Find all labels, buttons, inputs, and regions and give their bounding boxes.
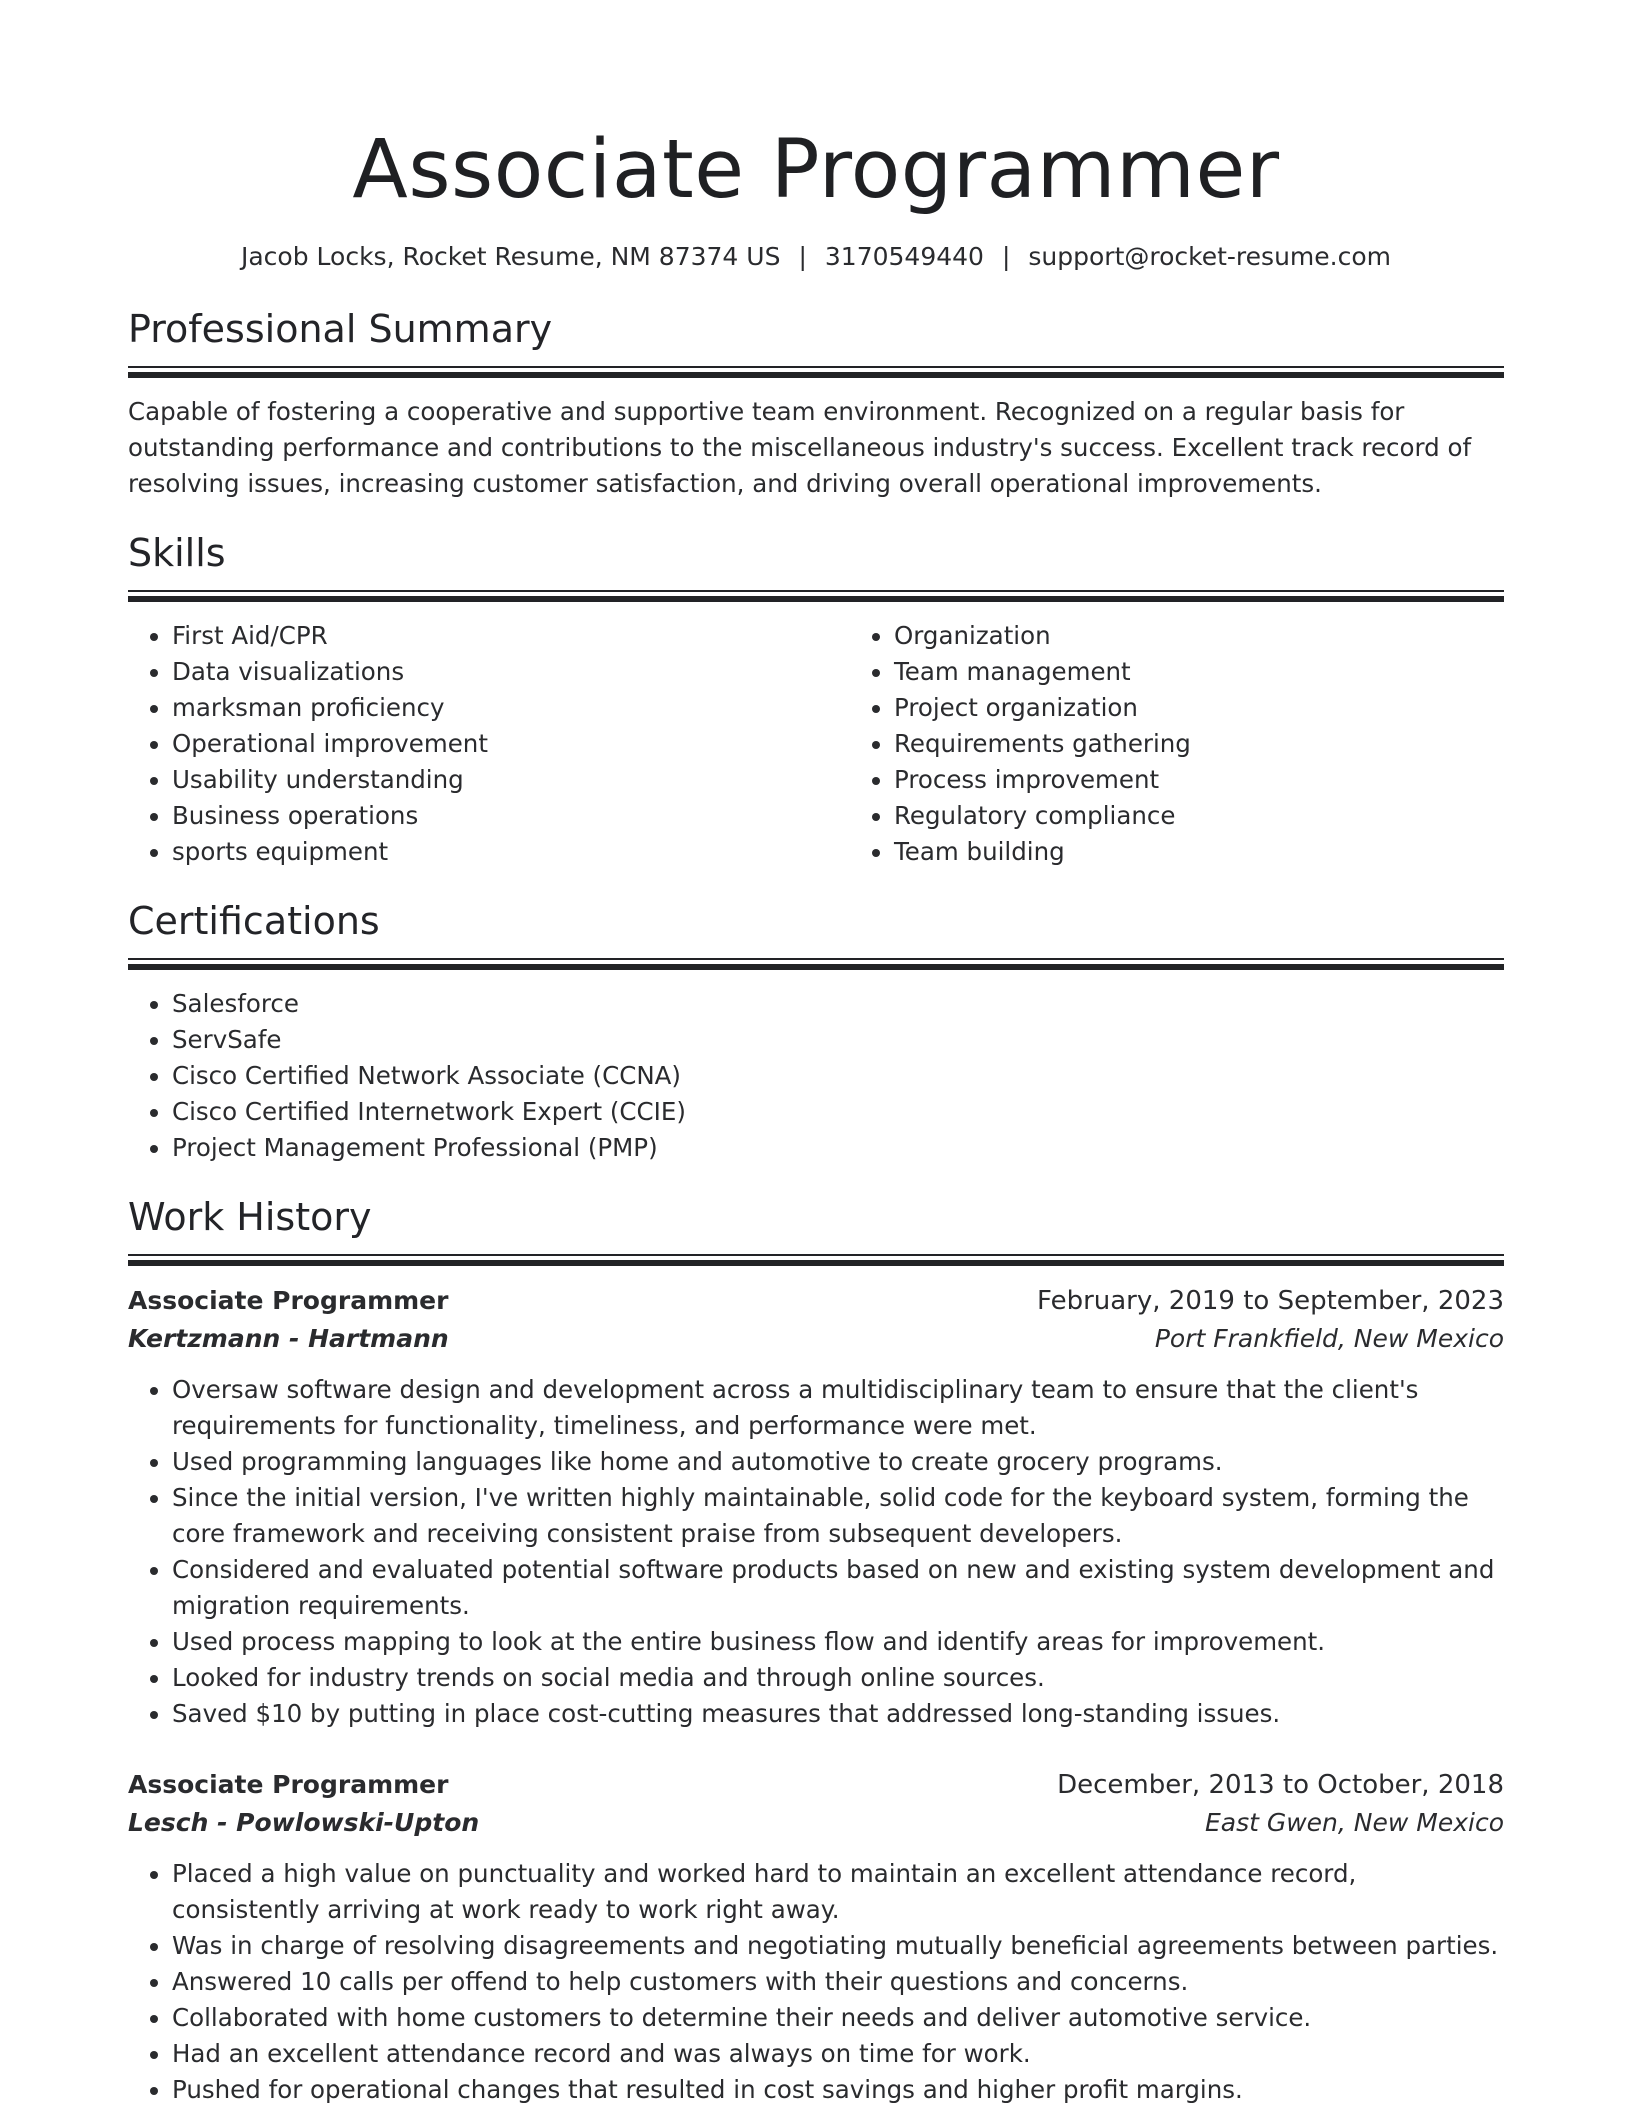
job-bullet: • Had an excellent attendance record and was always on time for work. xyxy=(172,2036,1504,2072)
job-bullet: • Placed a high value on punctuality and worked hard to maintain an excellent attendance record, consistently arriving at work ready to work right away. xyxy=(172,1856,1504,1928)
job-bullet: • Collaborated with home customers to determine their needs and deliver automotive service. xyxy=(172,2000,1504,2036)
certification-item: • Salesforce xyxy=(172,986,1504,1022)
skills-grid xyxy=(128,618,1504,870)
skill-item: • Organization xyxy=(894,618,1572,654)
skill-item: • sports equipment xyxy=(172,834,850,870)
section-divider xyxy=(128,958,1504,970)
section-title: Skills xyxy=(128,531,226,575)
candidate-name: Associate Programmer xyxy=(352,123,1280,217)
certification-item: • Cisco Certified Internetwork Expert (CCIE) xyxy=(172,1094,1504,1130)
summary-section xyxy=(128,304,1504,502)
skill-item: • Regulatory compliance xyxy=(894,798,1572,834)
section-divider xyxy=(128,366,1504,378)
section-divider xyxy=(128,590,1504,602)
certification-item: • Project Management Professional (PMP) xyxy=(172,1130,1504,1166)
contact-separator: | xyxy=(798,242,807,271)
skill-item: • Project organization xyxy=(894,690,1572,726)
skill-item: • Team management xyxy=(894,654,1572,690)
job-bullet: • Was in charge of resolving disagreements and negotiating mutually beneficial agreements between parties. xyxy=(172,1928,1504,1964)
job-bullet: • Considered and evaluated potential software products based on new and existing system development and migration requirements. xyxy=(172,1552,1504,1624)
skill-item: • Requirements gathering xyxy=(894,726,1572,762)
work-history-section xyxy=(128,1192,1504,2108)
summary-text: Capable of fostering a cooperative and supportive team environment. Recognized on a regular basis for outstanding performance and contributions to the miscellaneous industry's success. Excellent track record of resolving issues, increasing customer satisfaction, and driving overall operational improvements. xyxy=(128,397,1472,498)
resume-page xyxy=(128,0,1504,2108)
skill-item: • Usability understanding xyxy=(172,762,850,798)
job-bullet: • Pushed for operational changes that resulted in cost savings and higher profit margins. xyxy=(172,2072,1504,2108)
job-subheader-row xyxy=(128,1320,1504,1358)
contact-email[interactable]: support@rocket-resume.com xyxy=(1028,242,1391,271)
job-header-row xyxy=(128,1282,1504,1320)
skills-list-left xyxy=(128,618,850,870)
certification-item: • Cisco Certified Network Associate (CCNA) xyxy=(172,1058,1504,1094)
job-bullet: • Used programming languages like home and automotive to create grocery programs. xyxy=(172,1444,1504,1480)
job-bullets xyxy=(128,1372,1504,1732)
contact-line xyxy=(128,240,1504,274)
section-title: Professional Summary xyxy=(128,307,553,351)
section-title: Work History xyxy=(128,1195,372,1239)
contact-phone: 3170549440 xyxy=(824,242,984,271)
skill-item: • Process improvement xyxy=(894,762,1572,798)
job-bullet: • Saved $10 by putting in place cost-cutting measures that addressed long-standing issues. xyxy=(172,1696,1504,1732)
job-bullets xyxy=(128,1856,1504,2108)
section-title: Certifications xyxy=(128,899,380,943)
job-subheader-row xyxy=(128,1804,1504,1842)
job-entry xyxy=(128,1282,1504,1732)
job-location: East Gwen, New Mexico xyxy=(1204,1808,1504,1837)
job-entry xyxy=(128,1766,1504,2108)
job-location: Port Frankfield, New Mexico xyxy=(1154,1324,1504,1353)
skills-section xyxy=(128,528,1504,870)
contact-address: Jacob Locks, Rocket Resume, NM 87374 US xyxy=(240,242,781,271)
job-bullet: • Since the initial version, I've written highly maintainable, solid code for the keyboard system, forming the core framework and receiving consistent praise from subsequent developers. xyxy=(172,1480,1504,1552)
skill-item: • Team building xyxy=(894,834,1572,870)
section-divider xyxy=(128,1254,1504,1266)
skill-item: • Operational improvement xyxy=(172,726,850,762)
job-title: Associate Programmer xyxy=(128,1770,449,1799)
certification-item: • ServSafe xyxy=(172,1022,1504,1058)
job-dates: December, 2013 to October, 2018 xyxy=(1057,1770,1504,1800)
certifications-section xyxy=(128,896,1504,1166)
job-bullet: • Answered 10 calls per offend to help customers with their questions and concerns. xyxy=(172,1964,1504,2000)
skill-item: • marksman proficiency xyxy=(172,690,850,726)
skill-item: • First Aid/CPR xyxy=(172,618,850,654)
job-title: Associate Programmer xyxy=(128,1286,449,1315)
job-company: Kertzmann - Hartmann xyxy=(128,1324,449,1353)
certifications-list xyxy=(128,986,1504,1166)
job-company: Lesch - Powlowski-Upton xyxy=(128,1808,480,1837)
skills-list-right xyxy=(850,618,1572,870)
skill-item: • Business operations xyxy=(172,798,850,834)
job-bullet: • Looked for industry trends on social media and through online sources. xyxy=(172,1660,1504,1696)
skill-item: • Data visualizations xyxy=(172,654,850,690)
job-header-row xyxy=(128,1766,1504,1804)
job-bullet: • Used process mapping to look at the entire business flow and identify areas for improvement. xyxy=(172,1624,1504,1660)
job-bullet: • Oversaw software design and development across a multidisciplinary team to ensure that the client's requirements for functionality, timeliness, and performance were met. xyxy=(172,1372,1504,1444)
job-dates: February, 2019 to September, 2023 xyxy=(1037,1286,1504,1316)
contact-separator: | xyxy=(1001,242,1011,271)
